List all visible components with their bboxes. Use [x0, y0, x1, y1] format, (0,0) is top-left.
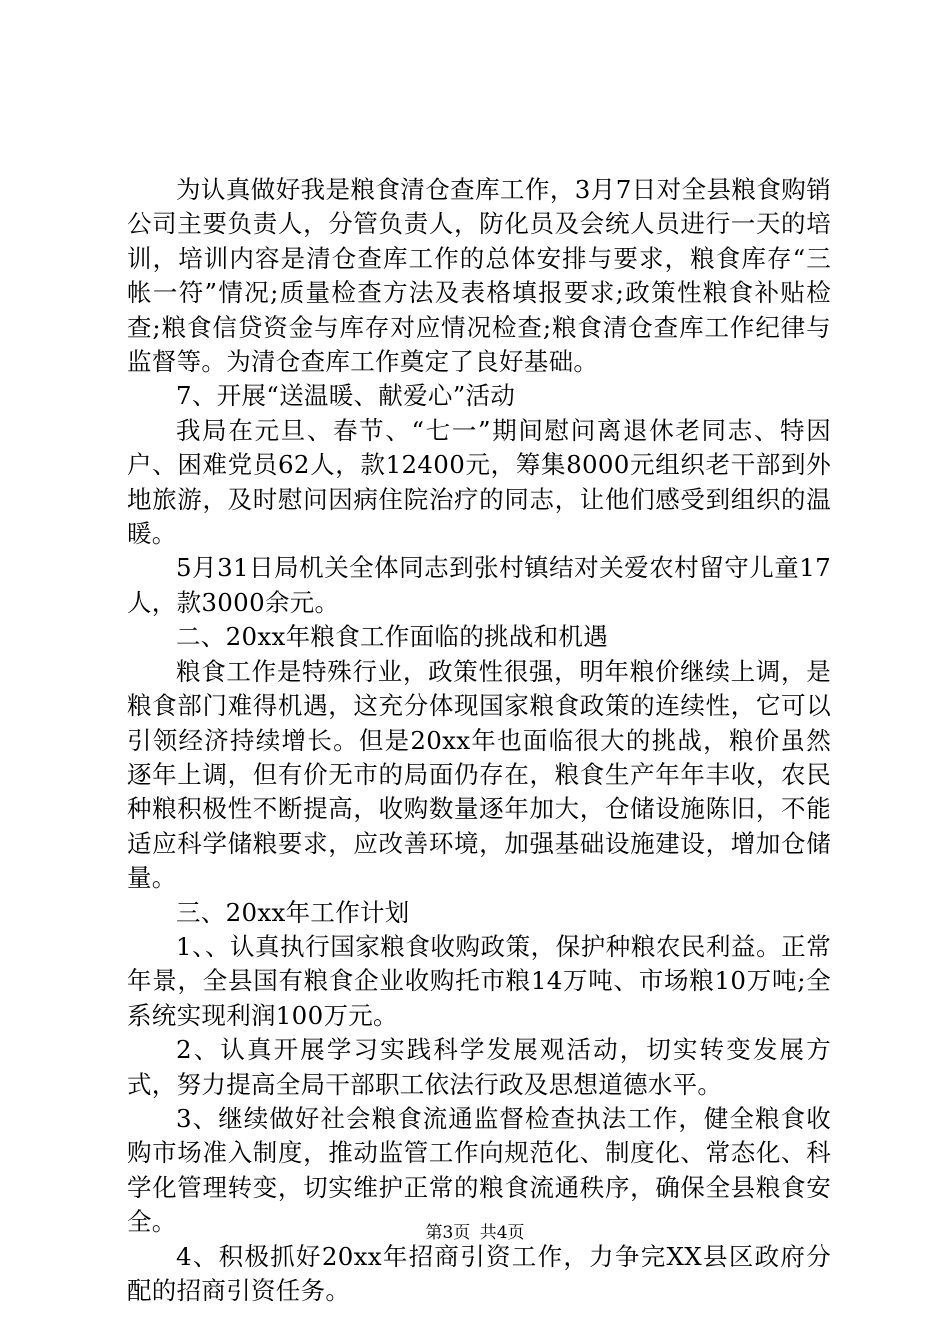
page-footer [0, 1218, 950, 1243]
page-number: 第3页 [425, 1223, 471, 1243]
paragraph-left-behind-children: 5月31日局机关全体同志到张村镇结对关爱农村留守儿童17人，款3000余元。 [127, 553, 831, 617]
paragraph-training: 为认真做好我是粮食清仓查库工作，3月7日对全县粮食购销公司主要负责人，分管负责人，防化员及会统人员进行一天的培训，培训内容是清仓查库工作的总体安排与要求，粮食库存“三帐一符”情况;质量检查方法及表格填报要求;政策性粮食补贴检查;粮食信贷资金与库存对应情况检查;粮食清仓查库工作纪律与监督等。为清仓查库工作奠定了良好基础。 [127, 175, 832, 377]
heading-warmth-activity: 7、开展“送温暖、献爱心”活动 [176, 381, 516, 411]
document-body [127, 173, 831, 1308]
plan-item-2: 2、认真开展学习实践科学发展观活动，切实转变发展方式，努力提高全局干部职工依法行政及思想道德水平。 [127, 1035, 831, 1099]
heading-challenges: 二、20xx年粮食工作面临的挑战和机遇 [176, 622, 609, 652]
paragraph-challenges: 粮食工作是特殊行业，政策性很强，明年粮价继续上调，是粮食部门难得机遇，这充分体现国家粮食政策的连续性，它可以引领经济持续增长。但是20xx年也面临很大的挑战，粮价虽然逐年上调，但有价无市的局面仍存在，粮食生产年年丰收，农民种粮积极性不断提高，收购数量逐年加大，仓储设施陈旧，不能适应科学储粮要求，应改善环境，加强基础设施建设，增加仓储量。 [127, 656, 831, 893]
plan-item-4: 4、积极抓好20xx年招商引资工作，力争完XX县区政府分配的招商引资任务。 [127, 1241, 831, 1305]
heading-work-plan: 三、20xx年工作计划 [176, 897, 410, 927]
plan-item-1: 1、、认真执行国家粮食收购政策，保护种粮农民利益。正常年景，全县国有粮食企业收购托市粮14万吨、市场粮10万吨;全系统实现利润100万元。 [127, 931, 831, 1030]
paragraph-condolence: 我局在元旦、春节、“七一”期间慰问离退休老同志、特因户、困难党员62人，款12400元，筹集8000元组织老干部到外地旅游，及时慰问因病住院治疗的同志，让他们感受到组织的温暖。 [127, 415, 831, 549]
page-total: 共4页 [479, 1223, 525, 1243]
plan-item-3: 3、继续做好社会粮食流通监督检查执法工作，健全粮食收购市场准入制度，推动监管工作向规范化、制度化、常态化、科学化管理转变，切实维护正常的粮食流通秩序，确保全县粮食安全。 [127, 1103, 831, 1237]
